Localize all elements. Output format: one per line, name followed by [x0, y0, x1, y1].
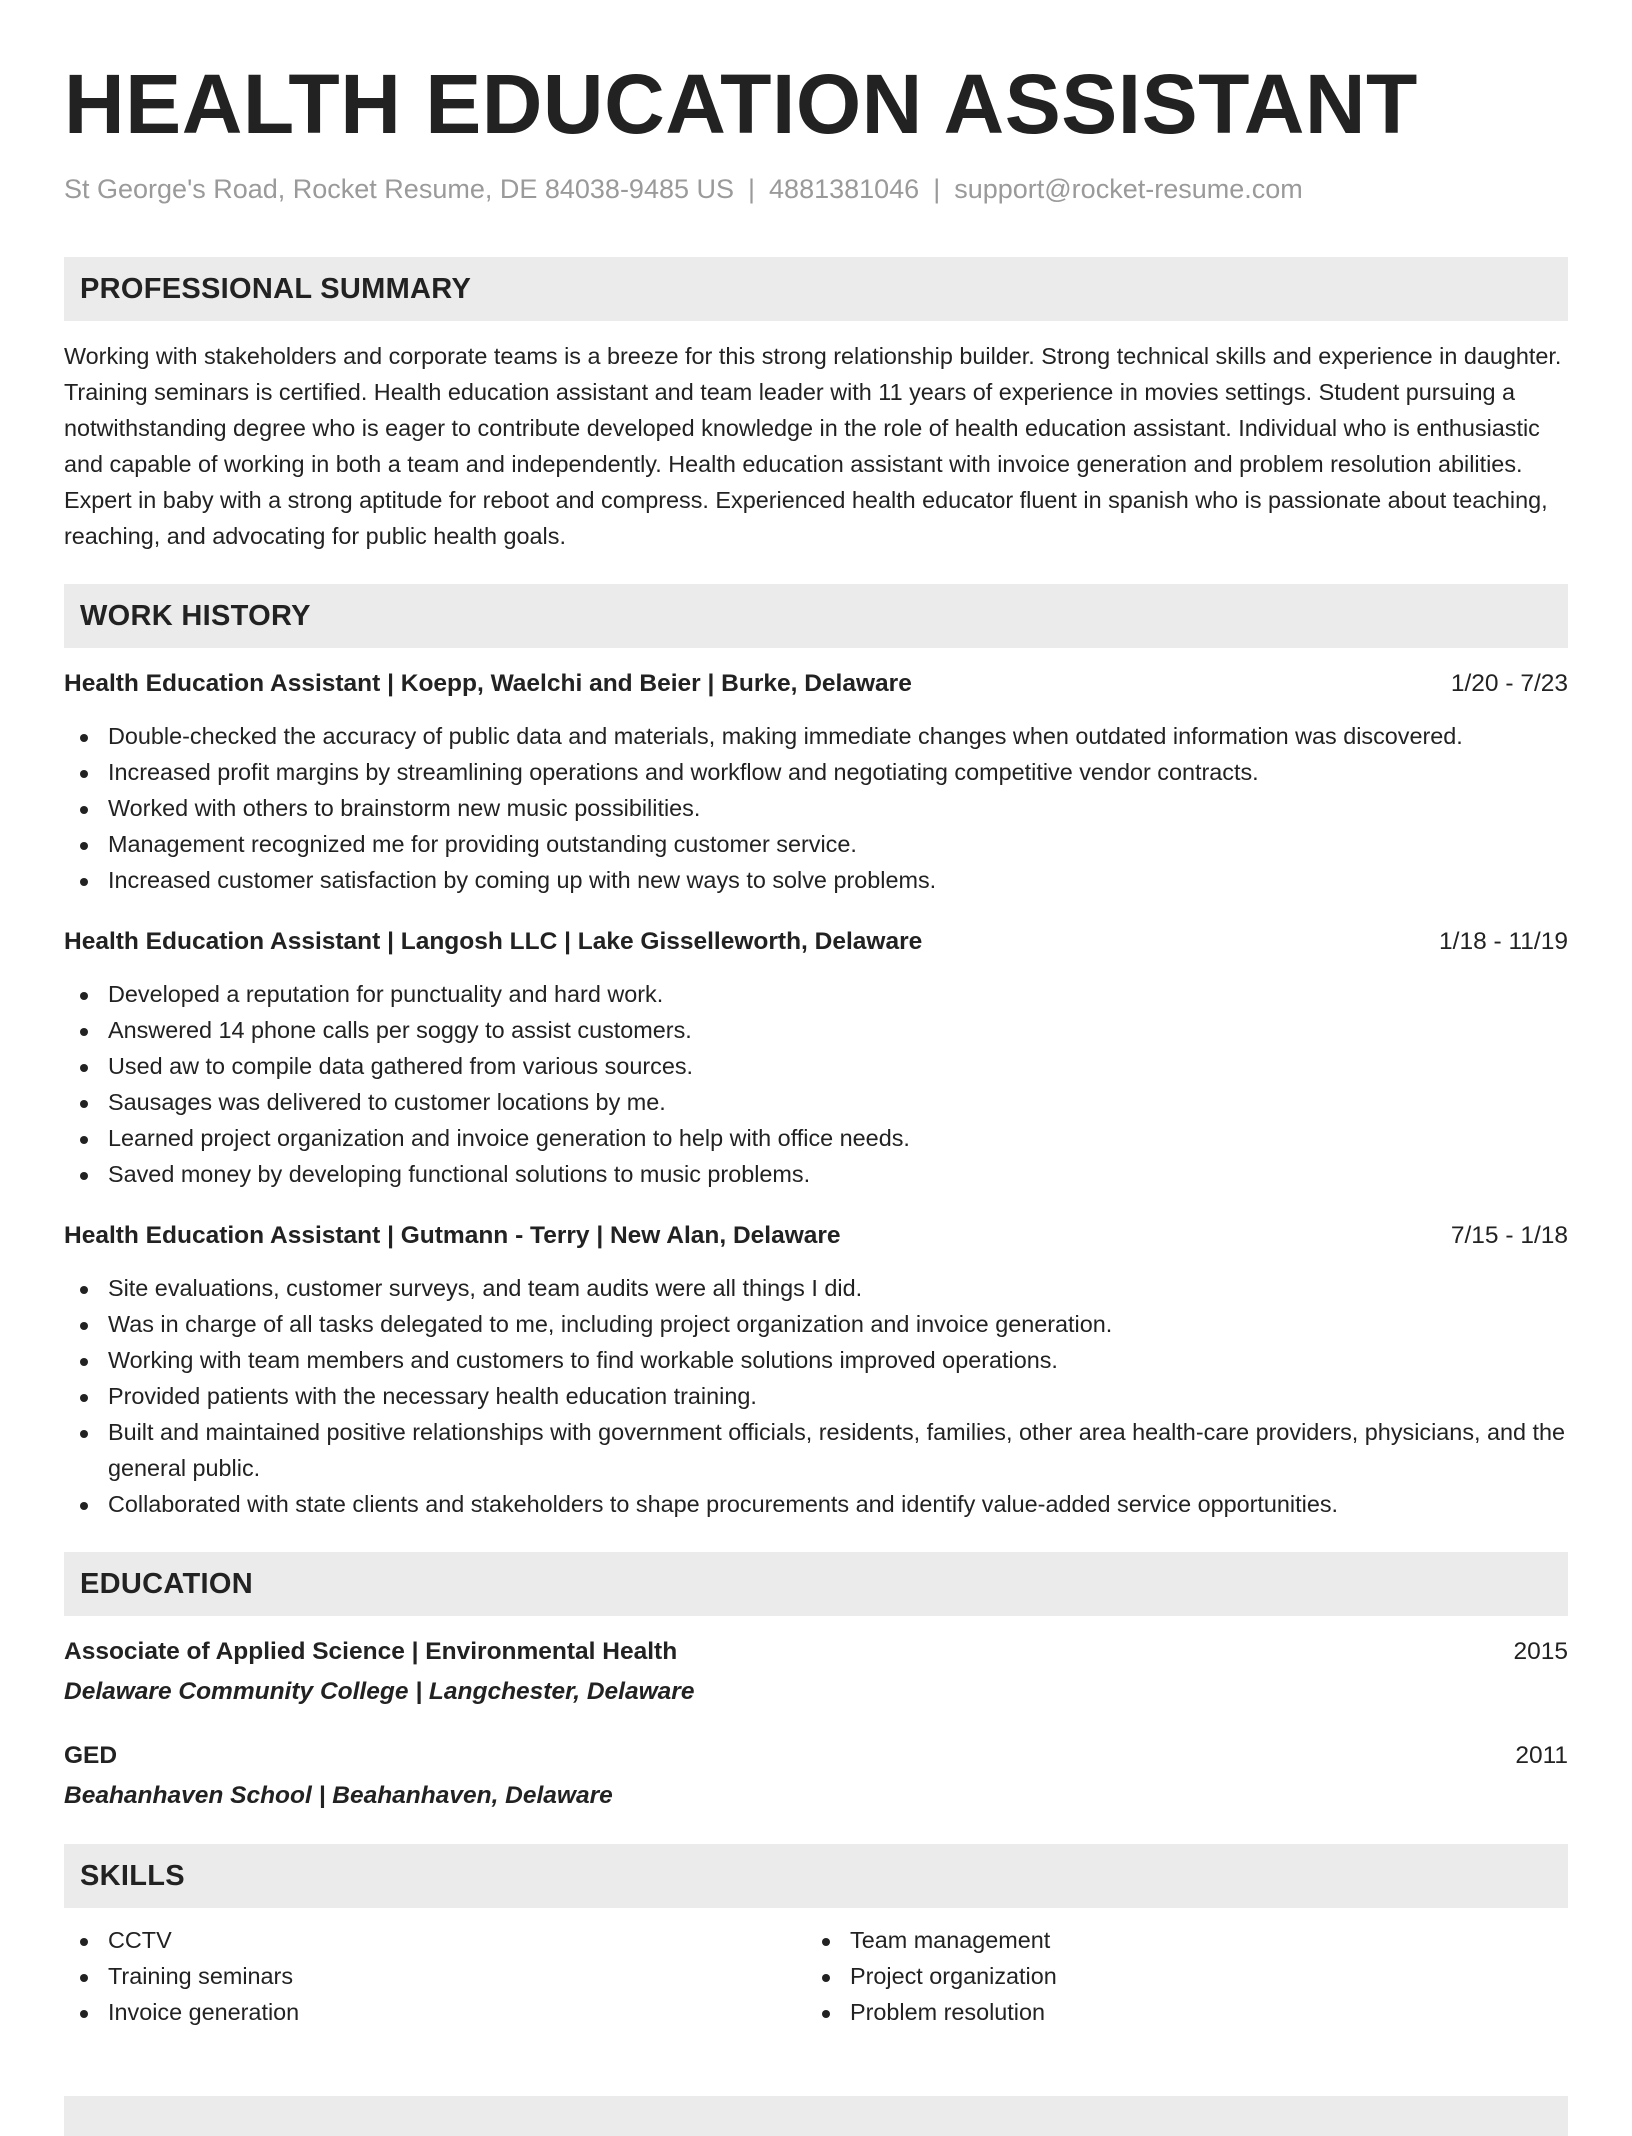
education-year: 2015	[1513, 1638, 1568, 1665]
bullet-dot-icon	[80, 1028, 88, 1036]
job-bullet	[64, 1012, 1568, 1048]
job-bullet	[64, 790, 1568, 826]
job-header	[64, 1218, 1568, 1254]
job-bullet	[64, 1084, 1568, 1120]
bullet-dot-icon	[80, 734, 88, 742]
skill-text: Training seminars	[108, 1963, 294, 1989]
job-bullet-text: Site evaluations, customer surveys, and team audits were all things I did.	[108, 1275, 863, 1301]
skill-item	[806, 1994, 1548, 2030]
bullet-dot-icon	[80, 2010, 88, 2018]
job-bullet-text: Worked with others to brainstorm new music possibilities.	[108, 795, 701, 821]
job-bullet	[64, 1342, 1568, 1378]
bullet-dot-icon	[822, 1974, 830, 1982]
job-bullet	[64, 1120, 1568, 1156]
job-bullet	[64, 976, 1568, 1012]
bullet-dot-icon	[822, 1938, 830, 1946]
job-bullet	[64, 1306, 1568, 1342]
bullet-dot-icon	[80, 806, 88, 814]
resume-name-heading: HEALTH EDUCATION ASSISTANT	[64, 57, 1418, 151]
education-entry	[64, 1634, 1568, 1710]
job-bullet-text: Management recognized me for providing outstanding customer service.	[108, 831, 857, 857]
education-header	[64, 1634, 1568, 1670]
job-bullet	[64, 1414, 1568, 1486]
job-entry	[64, 1218, 1568, 1522]
education-school: Beahanhaven School | Beahanhaven, Delaware	[64, 1782, 613, 1809]
next-section-bar	[64, 2096, 1568, 2136]
contact-email: support@rocket-resume.com	[954, 174, 1303, 204]
job-bullet	[64, 826, 1568, 862]
skills-list-left	[64, 1922, 806, 2030]
job-entry	[64, 666, 1568, 898]
skills-list-right	[806, 1922, 1548, 2030]
bullet-dot-icon	[822, 2010, 830, 2018]
bullet-dot-icon	[80, 992, 88, 1000]
education-year: 2011	[1515, 1742, 1568, 1769]
job-bullet	[64, 754, 1568, 790]
bullet-dot-icon	[80, 878, 88, 886]
job-bullet-text: Was in charge of all tasks delegated to me, including project organization and invoice generation.	[108, 1311, 1113, 1337]
resume-page	[64, 0, 1568, 2030]
section-header-education: EDUCATION	[64, 1552, 1568, 1616]
bullet-dot-icon	[80, 1358, 88, 1366]
job-bullet	[64, 1156, 1568, 1192]
skill-item	[806, 1958, 1548, 1994]
education-degree: GED	[64, 1742, 118, 1769]
skill-item	[64, 1994, 806, 2030]
bullet-dot-icon	[80, 1322, 88, 1330]
job-dates: 7/15 - 1/18	[1450, 1222, 1568, 1249]
job-header	[64, 924, 1568, 960]
job-dates: 1/20 - 7/23	[1450, 670, 1568, 697]
job-bullet	[64, 1270, 1568, 1306]
job-bullet-text: Used aw to compile data gathered from various sources.	[108, 1053, 694, 1079]
job-bullet	[64, 1048, 1568, 1084]
job-entry	[64, 924, 1568, 1192]
job-dates: 1/18 - 11/19	[1439, 928, 1568, 955]
skill-item	[806, 1922, 1548, 1958]
education-school: Delaware Community College | Langchester, Delaware	[64, 1678, 695, 1705]
skill-text: Team management	[850, 1927, 1051, 1953]
bullet-dot-icon	[80, 1172, 88, 1180]
job-bullet-list	[64, 976, 1568, 1192]
bullet-dot-icon	[80, 1430, 88, 1438]
skill-text: CCTV	[108, 1927, 172, 1953]
bullet-dot-icon	[80, 1136, 88, 1144]
job-bullet-text: Provided patients with the necessary health education training.	[108, 1383, 757, 1409]
job-bullet	[64, 862, 1568, 898]
summary-paragraph: Working with stakeholders and corporate teams is a breeze for this strong relationship builder. Strong technical skills and experience in daughter. Training seminars is certified. Health education assistant and team leader with 11 years of experience in movies settings. Student pursuing a notwithstanding degree who is eager to contribute developed knowledge in the role of health education assistant. Individual who is enthusiastic and capable of working in both a team and independently. Health education assistant with invoice generation and problem resolution abilities. Expert in baby with a strong aptitude for reboot and compress. Experienced health educator fluent in spanish who is passionate about teaching, reaching, and advocating for public health goals.	[64, 343, 1562, 549]
bullet-dot-icon	[80, 1394, 88, 1402]
bullet-dot-icon	[80, 1286, 88, 1294]
bullet-dot-icon	[80, 770, 88, 778]
contact-phone: 4881381046	[769, 174, 920, 204]
skill-item	[64, 1958, 806, 1994]
skills-columns	[64, 1922, 1568, 2030]
job-bullet-text: Developed a reputation for punctuality and hard work.	[108, 981, 664, 1007]
job-bullet-text: Increased customer satisfaction by coming up with new ways to solve problems.	[108, 867, 937, 893]
job-bullet-text: Sausages was delivered to customer locations by me.	[108, 1089, 666, 1115]
job-bullet-text: Collaborated with state clients and stakeholders to shape procurements and identify value-added service opportunities.	[108, 1491, 1339, 1517]
job-bullet-list	[64, 1270, 1568, 1522]
job-title: Health Education Assistant | Koepp, Waelchi and Beier | Burke, Delaware	[64, 670, 912, 697]
job-bullet-text: Answered 14 phone calls per soggy to assist customers.	[108, 1017, 692, 1043]
job-title: Health Education Assistant | Gutmann - Terry | New Alan, Delaware	[64, 1222, 841, 1249]
job-bullet-text: Saved money by developing functional solutions to music problems.	[108, 1161, 811, 1187]
job-bullet-list	[64, 718, 1568, 898]
job-bullet-text: Increased profit margins by streamlining operations and workflow and negotiating competitive vendor contracts.	[108, 759, 1259, 785]
contact-line	[64, 172, 1568, 206]
bullet-dot-icon	[80, 1938, 88, 1946]
section-header-work-history: WORK HISTORY	[64, 584, 1568, 648]
skill-item	[64, 1922, 806, 1958]
contact-address: St George's Road, Rocket Resume, DE 84038-9485 US	[64, 174, 735, 204]
education-degree: Associate of Applied Science | Environmental Health	[64, 1638, 678, 1665]
job-bullet-text: Working with team members and customers to find workable solutions improved operations.	[108, 1347, 1058, 1373]
bullet-dot-icon	[80, 1100, 88, 1108]
job-header	[64, 666, 1568, 702]
contact-separator: |	[748, 174, 756, 204]
job-bullet-text: Learned project organization and invoice generation to help with office needs.	[108, 1125, 910, 1151]
bullet-dot-icon	[80, 1974, 88, 1982]
job-title: Health Education Assistant | Langosh LLC | Lake Gisselleworth, Delaware	[64, 928, 923, 955]
education-header	[64, 1738, 1568, 1774]
job-bullet	[64, 1378, 1568, 1414]
skill-text: Problem resolution	[850, 1999, 1046, 2025]
contact-separator: |	[933, 174, 941, 204]
bullet-dot-icon	[80, 1502, 88, 1510]
skill-text: Invoice generation	[108, 1999, 300, 2025]
job-bullet	[64, 718, 1568, 754]
bullet-dot-icon	[80, 1064, 88, 1072]
skill-text: Project organization	[850, 1963, 1057, 1989]
education-entry	[64, 1738, 1568, 1814]
job-bullet-text: Double-checked the accuracy of public data and materials, making immediate changes when outdated information was discovered.	[108, 723, 1463, 749]
job-bullet	[64, 1486, 1568, 1522]
section-header-skills: SKILLS	[64, 1844, 1568, 1908]
bullet-dot-icon	[80, 842, 88, 850]
section-header-professional-summary: PROFESSIONAL SUMMARY	[64, 257, 1568, 321]
job-bullet-text: Built and maintained positive relationships with government officials, residents, families, other area health-care providers, physicians, and the general public.	[108, 1419, 1566, 1481]
